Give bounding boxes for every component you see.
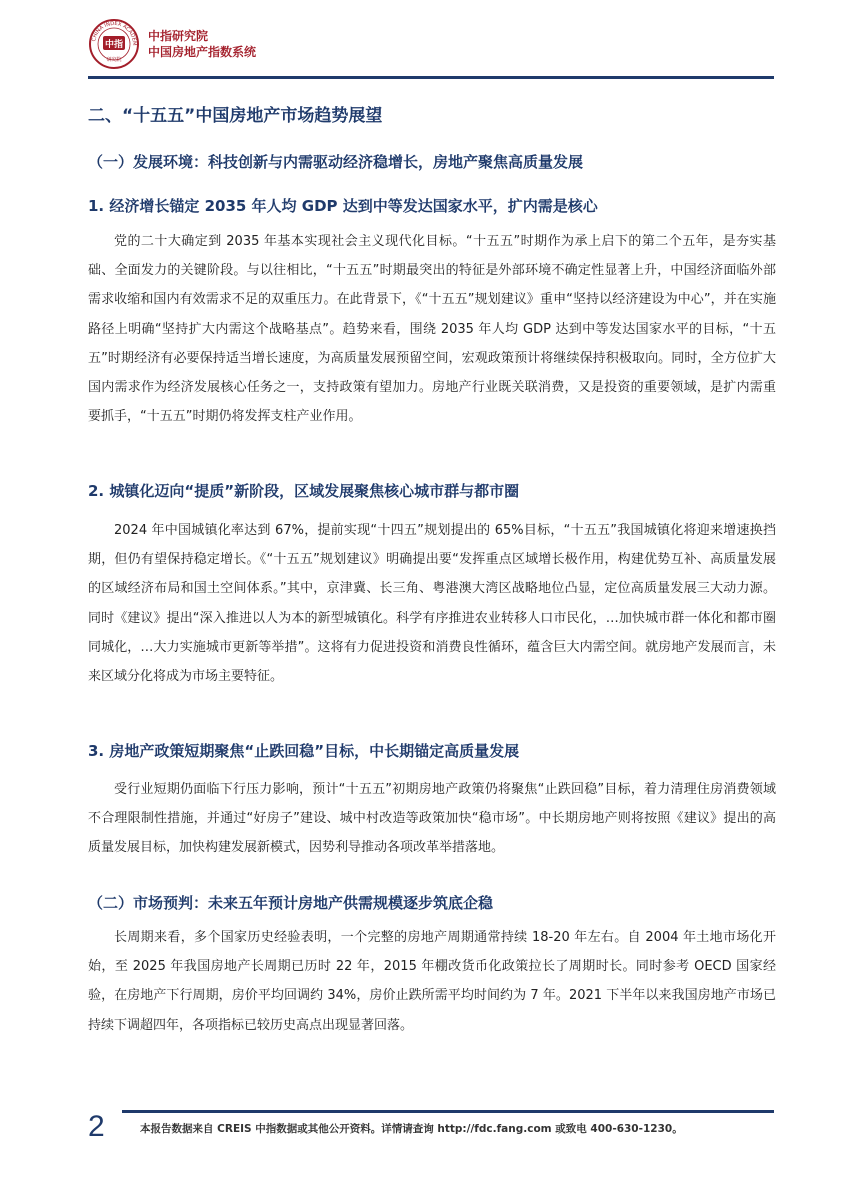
subsection-title-market-forecast: （二）市场预判：未来五年预计房地产供需规模逐步筑底企稳 bbox=[88, 894, 494, 912]
heading-economic-growth: 1. 经济增长锚定 2035 年人均 GDP 达到中等发达国家水平，扩内需是核心 bbox=[88, 197, 598, 215]
heading-urbanization: 2. 城镇化迈向“提质”新阶段，区域发展聚焦核心城市群与都市圈 bbox=[88, 482, 520, 500]
brand-block bbox=[148, 28, 256, 60]
subsection-title-environment: （一）发展环境：科技创新与内需驱动经济稳增长，房地产聚焦高质量发展 bbox=[88, 153, 584, 171]
section-title-trends: 二、“十五五”中国房地产市场趋势展望 bbox=[88, 106, 383, 126]
svg-text:CHINA INDEX ACADEMY: CHINA INDEX ACADEM bbox=[91, 20, 138, 46]
china-index-academy-logo bbox=[88, 18, 140, 70]
system-name: 中国房地产指数系统 bbox=[148, 45, 257, 59]
footer-source-note: 本报告数据来自 CREIS 中指数据或其他公开资料。详情请查询 http://fdc.fang.com 或致电 400-630-1230。 bbox=[140, 1123, 683, 1135]
heading-policy: 3. 房地产政策短期聚焦“止跌回稳”目标，中长期锚定高质量发展 bbox=[88, 742, 520, 760]
paragraph-policy: 受行业短期仍面临下行压力影响，预计“十五五”初期房地产政策仍将聚焦“止跌回稳”目标，着力清理住房消费领域不合理限制性措施，并通过“好房子”建设、城中村改造等政策加快“稳市场”。中长期房地产则将按照《建议》提出的高质量发展目标，加快构建发展新模式，因势利导推动各项改革举措落地。 bbox=[88, 782, 776, 856]
header-divider bbox=[88, 76, 774, 79]
paragraph-urbanization: 2024 年中国城镇化率达到 67%，提前实现“十四五”规划提出的 65%目标，“十五五”我国城镇化将迎来增速换挡期，但仍有望保持稳定增长。《“十五五”规划建议》明确提出要“发挥重点区域增长极作用，构建优势互补、高质量发展的区域经济布局和国土空间体系。”其中，京津冀、长三角、粤港澳大湾区战略地位凸显，定位高质量发展三大动力源。同时《建议》提出“深入推进以人为本的新型城镇化。科学有序推进农业转移人口市民化，…加快城市群一体化和都市圈同城化，…大力实施城市更新等举措”。这将有力促进投资和消费良性循环，蕴含巨大内需空间。就房地产发展而言，未来区域分化将成为市场主要特征。 bbox=[88, 523, 776, 685]
footer-divider bbox=[122, 1110, 774, 1113]
paragraph-economic-growth: 党的二十大确定到 2035 年基本实现社会主义现代化目标。“十五五”时期作为承上启下的第二个五年，是夯实基础、全面发力的关键阶段。与以往相比，“十五五”时期最突出的特征是外部环境不确定性显著上升，中国经济面临外部需求收缩和国内有效需求不足的双重压力。在此背景下，《“十五五”规划建议》重申“坚持以经济建设为中心”，并在实施路径上明确“坚持扩大内需这个战略基点”。趋势来看，围绕 2035 年人均 GDP 达到中等发达国家水平的目标，“十五五”时期经济有必要保持适当增长速度，为高质量发展预留空间，宏观政策预计将继续保持积极取向。同时，全方位扩大国内需求作为经济发展核心任务之一，支持政策有望加力。房地产行业既关联消费，又是投资的重要领域，是扩内需重要抓手，“十五五”时期仍将发挥支柱产业作用。 bbox=[88, 234, 776, 425]
paragraph-market-forecast: 长周期来看，多个国家历史经验表明，一个完整的房地产周期通常持续 18-20 年左右。自 2004 年土地市场化开始，至 2025 年我国房地产长周期已历时 22 年，2015 年棚改货币化政策拉长了周期时长。同时参考 OECD 国家经验，在房地产下行周期，房价平均回调约 34%，房价止跌所需平均时间约为 7 年。2021 下半年以来我国房地产市场已持续下调超四年，各项指标已较历史高点出现显著回落。 bbox=[88, 930, 776, 1033]
org-name: 中指研究院 bbox=[148, 29, 209, 43]
svg-text:中指: 中指 bbox=[104, 40, 124, 50]
page-number: 2 bbox=[88, 1110, 105, 1143]
svg-text:研究院: 研究院 bbox=[106, 57, 122, 63]
